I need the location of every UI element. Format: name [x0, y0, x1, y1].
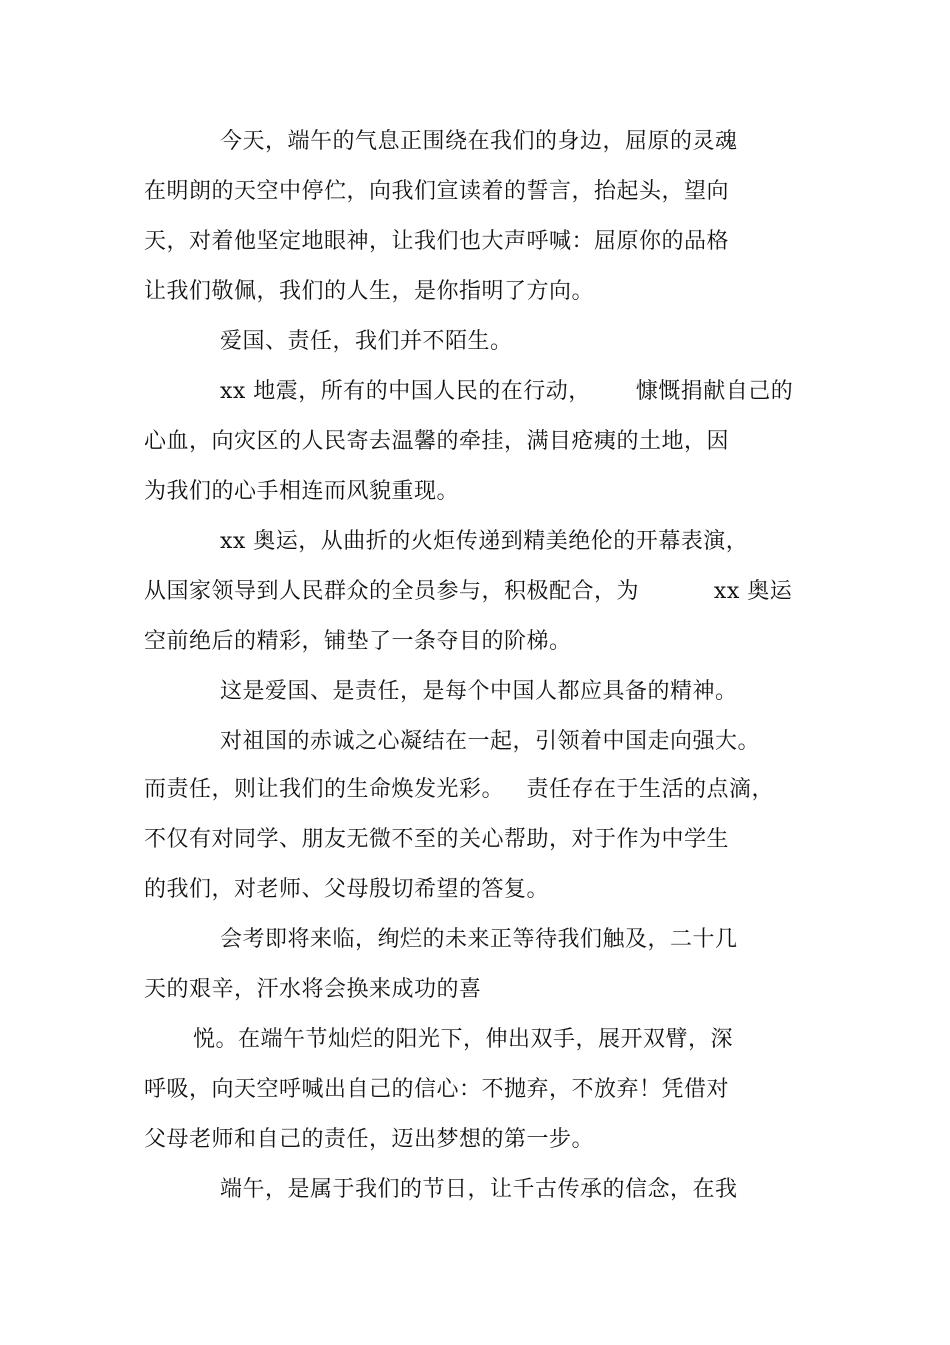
paragraph-line: 为我们的心手相连而风貌重现。 — [144, 479, 460, 504]
paragraph-line: 而责任，则让我们的生命焕发光彩。 责任存在于生活的点滴， — [144, 777, 774, 802]
paragraph-line: 空前绝后的精彩，铺垫了一条夺目的阶梯。 — [144, 629, 572, 654]
paragraph-line: 让我们敬佩，我们的人生，是你指明了方向。 — [144, 279, 595, 304]
paragraph-line: 的我们，对老师、父母殷切希望的答复。 — [144, 877, 550, 902]
paragraph-line: 呼吸，向天空呼喊出自己的信心：不抛弃，不放弃！凭借对 — [144, 1077, 730, 1102]
paragraph-line: 天，对着他坚定地眼神，让我们也大声呼喊：屈原你的品格 — [144, 229, 730, 254]
paragraph-line: 在明朗的天空中停伫，向我们宣读着的誓言，抬起头，望向 — [144, 179, 730, 204]
paragraph-line: 心血，向灾区的人民寄去温馨的牵挂，满目疮痍的土地，因 — [144, 429, 730, 454]
paragraph-line: 父母老师和自己的责任，迈出梦想的第一步。 — [144, 1127, 595, 1152]
paragraph-line: 爱国、责任，我们并不陌生。 — [220, 329, 513, 354]
paragraph-line: xx 地震，所有的中国人民的在行动， 慷慨捐献自己的 — [220, 379, 794, 404]
paragraph-line: 今天，端午的气息正围绕在我们的身边，屈原的灵魂 — [220, 129, 738, 154]
paragraph-line: 会考即将来临，绚烂的未来正等待我们触及，二十几 — [220, 927, 738, 952]
paragraph-line: xx 奥运，从曲折的火炬传递到精美绝伦的开幕表演， — [220, 529, 749, 554]
paragraph-line: 悦。在端午节灿烂的阳光下，伸出双手，展开双臂，深 — [193, 1027, 734, 1052]
paragraph-line: 从国家领导到人民群众的全员参与，积极配合，为 xx 奥运 — [144, 579, 793, 604]
paragraph-line: 端午，是属于我们的节日，让千古传承的信念，在我 — [220, 1177, 738, 1202]
paragraph-line: 不仅有对同学、朋友无微不至的关心帮助，对于作为中学生 — [144, 827, 730, 852]
paragraph-line: 天的艰辛，汗水将会换来成功的喜 — [144, 977, 482, 1002]
paragraph-line: 对祖国的赤诚之心凝结在一起，引领着中国走向强大。 — [220, 729, 761, 754]
paragraph-line: 这是爱国、是责任，是每个中国人都应具备的精神。 — [220, 679, 738, 704]
